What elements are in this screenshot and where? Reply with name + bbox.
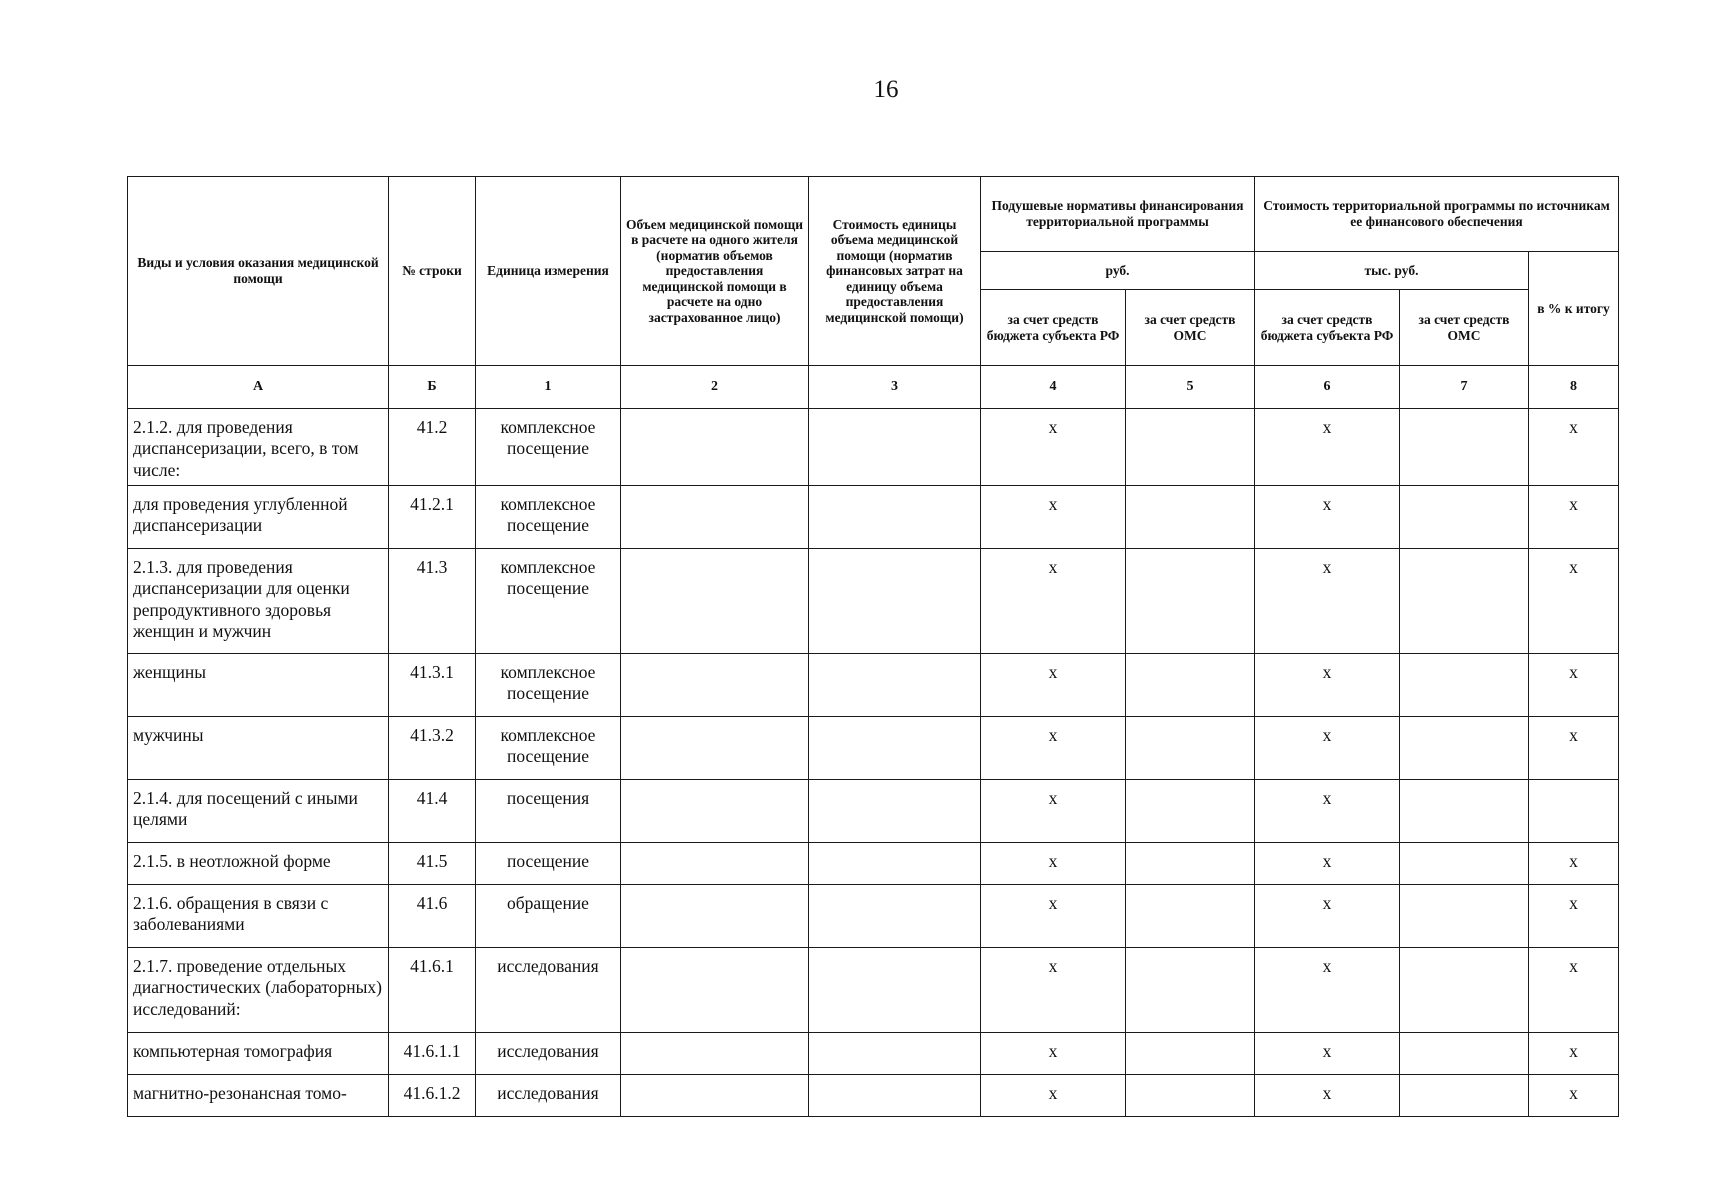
row-unit-cell: исследования bbox=[476, 1075, 621, 1117]
row-line-number-cell: 41.6.1 bbox=[389, 948, 476, 1033]
row-oms-cost-cell bbox=[1400, 948, 1529, 1033]
row-name-cell: для проведения углубленной диспансеризации bbox=[128, 486, 389, 549]
row-budget-rf-cost-cell: х bbox=[1255, 885, 1400, 948]
column-number: 8 bbox=[1529, 366, 1619, 409]
header-line-number: № строки bbox=[389, 177, 476, 366]
row-line-number-cell: 41.2.1 bbox=[389, 486, 476, 549]
row-budget-rf-cost-cell: х bbox=[1255, 549, 1400, 654]
row-percent-cell: х bbox=[1529, 654, 1619, 717]
table-row bbox=[128, 717, 1619, 780]
header-per-capita-group: Подушевые нормативы финансирования территориальной программы bbox=[981, 177, 1255, 252]
row-oms-cost-cell bbox=[1400, 409, 1529, 486]
row-unit-cell: комплексное посещение bbox=[476, 549, 621, 654]
row-percent-cell bbox=[1529, 780, 1619, 843]
row-unit-cell: посещения bbox=[476, 780, 621, 843]
row-budget-rf-per-capita-cell: х bbox=[981, 948, 1126, 1033]
row-name-cell: женщины bbox=[128, 654, 389, 717]
column-number: А bbox=[128, 366, 389, 409]
table-row bbox=[128, 654, 1619, 717]
row-unit-cost-cell bbox=[809, 948, 981, 1033]
table-body bbox=[128, 409, 1619, 1117]
row-budget-rf-per-capita-cell: х bbox=[981, 549, 1126, 654]
header-unit: Единица измерения bbox=[476, 177, 621, 366]
row-oms-cost-cell bbox=[1400, 885, 1529, 948]
row-unit-cost-cell bbox=[809, 486, 981, 549]
row-name-cell: магнитно-резонансная томо- bbox=[128, 1075, 389, 1117]
row-budget-rf-per-capita-cell: х bbox=[981, 1033, 1126, 1075]
table-row bbox=[128, 549, 1619, 654]
row-line-number-cell: 41.3.1 bbox=[389, 654, 476, 717]
row-budget-rf-per-capita-cell: х bbox=[981, 409, 1126, 486]
row-volume-cell bbox=[621, 1033, 809, 1075]
row-percent-cell: х bbox=[1529, 1033, 1619, 1075]
table-row bbox=[128, 948, 1619, 1033]
row-volume-cell bbox=[621, 654, 809, 717]
row-unit-cell: комплексное посещение bbox=[476, 654, 621, 717]
row-volume-cell bbox=[621, 843, 809, 885]
row-unit-cost-cell bbox=[809, 885, 981, 948]
row-line-number-cell: 41.6.1.2 bbox=[389, 1075, 476, 1117]
row-line-number-cell: 41.6 bbox=[389, 885, 476, 948]
row-oms-cost-cell bbox=[1400, 843, 1529, 885]
table-row bbox=[128, 486, 1619, 549]
row-percent-cell: х bbox=[1529, 1075, 1619, 1117]
row-unit-cost-cell bbox=[809, 1075, 981, 1117]
row-percent-cell: х bbox=[1529, 409, 1619, 486]
row-percent-cell: х bbox=[1529, 486, 1619, 549]
row-budget-rf-cost-cell: х bbox=[1255, 486, 1400, 549]
row-volume-cell bbox=[621, 549, 809, 654]
row-line-number-cell: 41.3.2 bbox=[389, 717, 476, 780]
header-cost-group: Стоимость территориальной программы по источникам ее финансового обеспечения bbox=[1255, 177, 1619, 252]
row-oms-cost-cell bbox=[1400, 780, 1529, 843]
row-name-cell: 2.1.2. для проведения диспансеризации, всего, в том числе: bbox=[128, 409, 389, 486]
row-name-cell: 2.1.6. обращения в связи с заболеваниями bbox=[128, 885, 389, 948]
row-oms-per-capita-cell bbox=[1126, 780, 1255, 843]
table-row bbox=[128, 843, 1619, 885]
table-row bbox=[128, 780, 1619, 843]
header-oms-2: за счет средств ОМС bbox=[1400, 290, 1529, 366]
row-volume-cell bbox=[621, 885, 809, 948]
row-unit-cost-cell bbox=[809, 1033, 981, 1075]
row-budget-rf-cost-cell: х bbox=[1255, 654, 1400, 717]
row-budget-rf-cost-cell: х bbox=[1255, 780, 1400, 843]
row-oms-per-capita-cell bbox=[1126, 1075, 1255, 1117]
row-oms-per-capita-cell bbox=[1126, 549, 1255, 654]
row-line-number-cell: 41.6.1.1 bbox=[389, 1033, 476, 1075]
row-percent-cell: х bbox=[1529, 549, 1619, 654]
header-budget-rf-1: за счет средств бюджета субъекта РФ bbox=[981, 290, 1126, 366]
header-unit-cost: Стоимость единицы объема медицинской помощи (норматив финансовых затрат на единицу объема предоставления медицинской помощи) bbox=[809, 177, 981, 366]
row-volume-cell bbox=[621, 717, 809, 780]
row-oms-per-capita-cell bbox=[1126, 843, 1255, 885]
header-volume: Объем медицинской помощи в расчете на одного жителя (норматив объемов предоставления медицинской помощи в расчете на одно застрахованное лицо) bbox=[621, 177, 809, 366]
row-budget-rf-per-capita-cell: х bbox=[981, 780, 1126, 843]
row-oms-per-capita-cell bbox=[1126, 948, 1255, 1033]
row-percent-cell: х bbox=[1529, 885, 1619, 948]
row-unit-cost-cell bbox=[809, 549, 981, 654]
row-budget-rf-per-capita-cell: х bbox=[981, 717, 1126, 780]
row-budget-rf-per-capita-cell: х bbox=[981, 486, 1126, 549]
row-name-cell: 2.1.7. проведение отдельных диагностических (лабораторных) исследований: bbox=[128, 948, 389, 1033]
row-budget-rf-per-capita-cell: х bbox=[981, 885, 1126, 948]
row-line-number-cell: 41.3 bbox=[389, 549, 476, 654]
row-oms-per-capita-cell bbox=[1126, 1033, 1255, 1075]
row-oms-cost-cell bbox=[1400, 717, 1529, 780]
header-thousand-rub: тыс. руб. bbox=[1255, 252, 1529, 290]
header-oms-1: за счет средств ОМС bbox=[1126, 290, 1255, 366]
row-unit-cell: исследования bbox=[476, 948, 621, 1033]
column-number: 4 bbox=[981, 366, 1126, 409]
row-budget-rf-cost-cell: х bbox=[1255, 948, 1400, 1033]
row-name-cell: 2.1.5. в неотложной форме bbox=[128, 843, 389, 885]
row-budget-rf-cost-cell: х bbox=[1255, 1075, 1400, 1117]
column-number: Б bbox=[389, 366, 476, 409]
row-percent-cell: х bbox=[1529, 948, 1619, 1033]
row-budget-rf-cost-cell: х bbox=[1255, 843, 1400, 885]
header-rub: руб. bbox=[981, 252, 1255, 290]
row-line-number-cell: 41.4 bbox=[389, 780, 476, 843]
row-volume-cell bbox=[621, 948, 809, 1033]
financing-table bbox=[127, 176, 1619, 1117]
header-budget-rf-2: за счет средств бюджета субъекта РФ bbox=[1255, 290, 1400, 366]
column-number-row bbox=[128, 366, 1619, 409]
row-volume-cell bbox=[621, 1075, 809, 1117]
table-row bbox=[128, 885, 1619, 948]
row-volume-cell bbox=[621, 486, 809, 549]
row-oms-per-capita-cell bbox=[1126, 717, 1255, 780]
row-budget-rf-per-capita-cell: х bbox=[981, 654, 1126, 717]
row-unit-cost-cell bbox=[809, 717, 981, 780]
row-unit-cost-cell bbox=[809, 843, 981, 885]
column-number: 7 bbox=[1400, 366, 1529, 409]
row-oms-per-capita-cell bbox=[1126, 486, 1255, 549]
row-budget-rf-cost-cell: х bbox=[1255, 1033, 1400, 1075]
row-name-cell: 2.1.4. для посещений с иными целями bbox=[128, 780, 389, 843]
row-unit-cell: обращение bbox=[476, 885, 621, 948]
column-number: 3 bbox=[809, 366, 981, 409]
table-row bbox=[128, 1033, 1619, 1075]
row-oms-per-capita-cell bbox=[1126, 654, 1255, 717]
row-unit-cell: комплексное посещение bbox=[476, 409, 621, 486]
row-unit-cost-cell bbox=[809, 409, 981, 486]
row-name-cell: 2.1.3. для проведения диспансеризации для оценки репродуктивного здоровья женщин и мужчин bbox=[128, 549, 389, 654]
column-number: 6 bbox=[1255, 366, 1400, 409]
row-oms-cost-cell bbox=[1400, 654, 1529, 717]
column-number: 5 bbox=[1126, 366, 1255, 409]
row-name-cell: мужчины bbox=[128, 717, 389, 780]
table-header bbox=[128, 177, 1619, 409]
row-oms-cost-cell bbox=[1400, 549, 1529, 654]
page-number: 16 bbox=[873, 76, 899, 103]
row-budget-rf-per-capita-cell: х bbox=[981, 1075, 1126, 1117]
row-unit-cost-cell bbox=[809, 780, 981, 843]
row-budget-rf-per-capita-cell: х bbox=[981, 843, 1126, 885]
row-oms-cost-cell bbox=[1400, 1075, 1529, 1117]
row-oms-per-capita-cell bbox=[1126, 885, 1255, 948]
row-oms-per-capita-cell bbox=[1126, 409, 1255, 486]
table-row bbox=[128, 1075, 1619, 1117]
row-unit-cell: комплексное посещение bbox=[476, 717, 621, 780]
row-oms-cost-cell bbox=[1400, 486, 1529, 549]
row-budget-rf-cost-cell: х bbox=[1255, 409, 1400, 486]
row-line-number-cell: 41.5 bbox=[389, 843, 476, 885]
row-oms-cost-cell bbox=[1400, 1033, 1529, 1075]
row-volume-cell bbox=[621, 780, 809, 843]
row-volume-cell bbox=[621, 409, 809, 486]
row-unit-cell: комплексное посещение bbox=[476, 486, 621, 549]
row-percent-cell: х bbox=[1529, 843, 1619, 885]
row-name-cell: компьютерная томография bbox=[128, 1033, 389, 1075]
table-row bbox=[128, 409, 1619, 486]
row-unit-cell: исследования bbox=[476, 1033, 621, 1075]
header-kind: Виды и условия оказания медицинской помощи bbox=[128, 177, 389, 366]
column-number: 1 bbox=[476, 366, 621, 409]
row-line-number-cell: 41.2 bbox=[389, 409, 476, 486]
row-unit-cost-cell bbox=[809, 654, 981, 717]
row-percent-cell: х bbox=[1529, 717, 1619, 780]
column-number: 2 bbox=[621, 366, 809, 409]
row-unit-cell: посещение bbox=[476, 843, 621, 885]
row-budget-rf-cost-cell: х bbox=[1255, 717, 1400, 780]
header-percent-total: в % к итогу bbox=[1529, 252, 1619, 366]
